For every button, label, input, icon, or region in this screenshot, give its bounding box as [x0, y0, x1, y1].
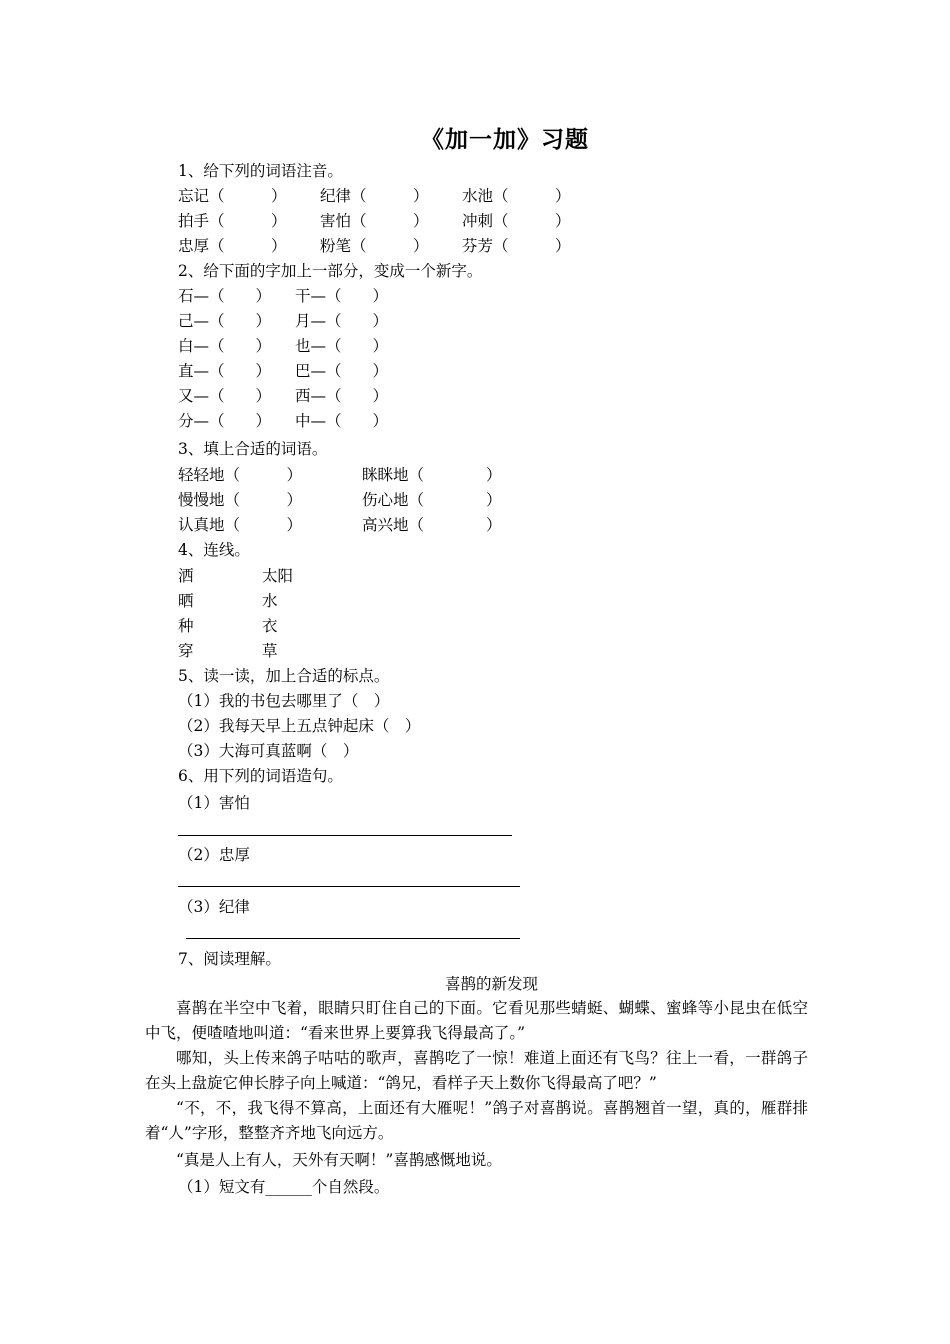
q4-left-item: 晒 [178, 592, 194, 610]
answer-line [186, 938, 520, 939]
q1-cell: 忘记（ ） [178, 187, 287, 205]
q1-cell: 纪律（ ） [320, 187, 429, 205]
q1-cell: 冲刺（ ） [462, 212, 571, 230]
q2-cell: 中—（ ） [295, 412, 389, 430]
q7-question-blank: ______ [265, 1178, 312, 1196]
q1-cell: 害怕（ ） [320, 212, 429, 230]
q5-item: （1）我的书包去哪里了（ ） [178, 692, 390, 710]
q4-left-item: 洒 [178, 567, 194, 585]
q2-cell: 石—（ ） [178, 287, 272, 305]
q7-question-suffix: 个自然段。 [311, 1178, 390, 1196]
q4-right-item: 草 [262, 642, 278, 660]
answer-line [178, 835, 512, 836]
q2-cell: 干—（ ） [295, 287, 389, 305]
q1-cell: 拍手（ ） [178, 212, 287, 230]
q2-cell: 白—（ ） [178, 337, 272, 355]
q4-right-item: 太阳 [262, 567, 294, 585]
q2-cell: 也—（ ） [295, 337, 389, 355]
story-paragraph: “不，不，我飞得不算高，上面还有大雁呢！”鸽子对喜鹊说。喜鹊翘首一望，真的，雁群排着“人”字形，整整齐齐地飞向远方。 [145, 1099, 808, 1142]
q5-item: （3）大海可真蓝啊（ ） [178, 742, 359, 760]
q2-cell: 巴—（ ） [295, 362, 389, 380]
story-paragraph: 喜鹊在半空中飞着，眼睛只盯住自己的下面。它看见那些蜻蜓、蝴蝶、蜜蜂等小昆虫在低空中飞，便喳喳地叫道：“看来世界上要算我飞得最高了。” [145, 999, 808, 1042]
q3-heading: 3、填上合适的词语。 [178, 440, 328, 458]
q6-item: （3）纪律 [178, 898, 250, 916]
q4-heading: 4、连线。 [178, 541, 250, 559]
q4-left-item: 穿 [178, 642, 194, 660]
q6-heading: 6、用下列的词语造句。 [178, 767, 343, 785]
q2-cell: 月—（ ） [295, 312, 389, 330]
story-title: 喜鹊的新发现 [445, 975, 539, 993]
story-paragraph: 哪知，头上传来鸽子咕咕的歌声，喜鹊吃了一惊！难道上面还有飞鸟？往上一看，一群鸽子在头上盘旋它伸长脖子向上喊道：“鸽兄，看样子天上数你飞得最高了吧？” [145, 1049, 808, 1092]
q7-question-prefix: （1）短文有 [178, 1178, 266, 1196]
q3-cell: 伤心地（ ） [362, 491, 502, 509]
q4-right-item: 水 [262, 592, 278, 610]
q1-cell: 水池（ ） [462, 187, 571, 205]
q7-question [178, 1177, 389, 1197]
q5-heading: 5、读一读，加上合适的标点。 [178, 667, 390, 685]
q2-cell: 分—（ ） [178, 412, 272, 430]
q3-cell: 眯眯地（ ） [362, 466, 502, 484]
q4-left-item: 种 [178, 617, 194, 635]
q1-cell: 芬芳（ ） [462, 237, 571, 255]
q2-cell: 己—（ ） [178, 312, 272, 330]
q1-heading: 1、给下列的词语注音。 [178, 162, 343, 180]
q1-cell: 粉笔（ ） [320, 237, 429, 255]
q2-cell: 又—（ ） [178, 387, 272, 405]
page-title: 《加一加》习题 [421, 126, 589, 153]
q3-cell: 高兴地（ ） [362, 516, 502, 534]
q4-right-item: 衣 [262, 617, 278, 635]
q3-cell: 轻轻地（ ） [178, 466, 303, 484]
q6-item: （2）忠厚 [178, 846, 250, 864]
q1-cell: 忠厚（ ） [178, 237, 287, 255]
answer-line [178, 886, 520, 887]
q2-cell: 西—（ ） [295, 387, 389, 405]
story-paragraph: “真是人上有人，天外有天啊！”喜鹊感慨地说。 [176, 1151, 502, 1169]
q3-cell: 慢慢地（ ） [178, 491, 303, 509]
q2-cell: 直—（ ） [178, 362, 272, 380]
q3-cell: 认真地（ ） [178, 516, 303, 534]
q7-heading: 7、阅读理解。 [178, 950, 281, 968]
q6-item: （1）害怕 [178, 794, 250, 812]
q5-item: （2）我每天早上五点钟起床（ ） [178, 717, 421, 735]
q2-heading: 2、给下面的字加上一部分，变成一个新字。 [178, 262, 483, 280]
